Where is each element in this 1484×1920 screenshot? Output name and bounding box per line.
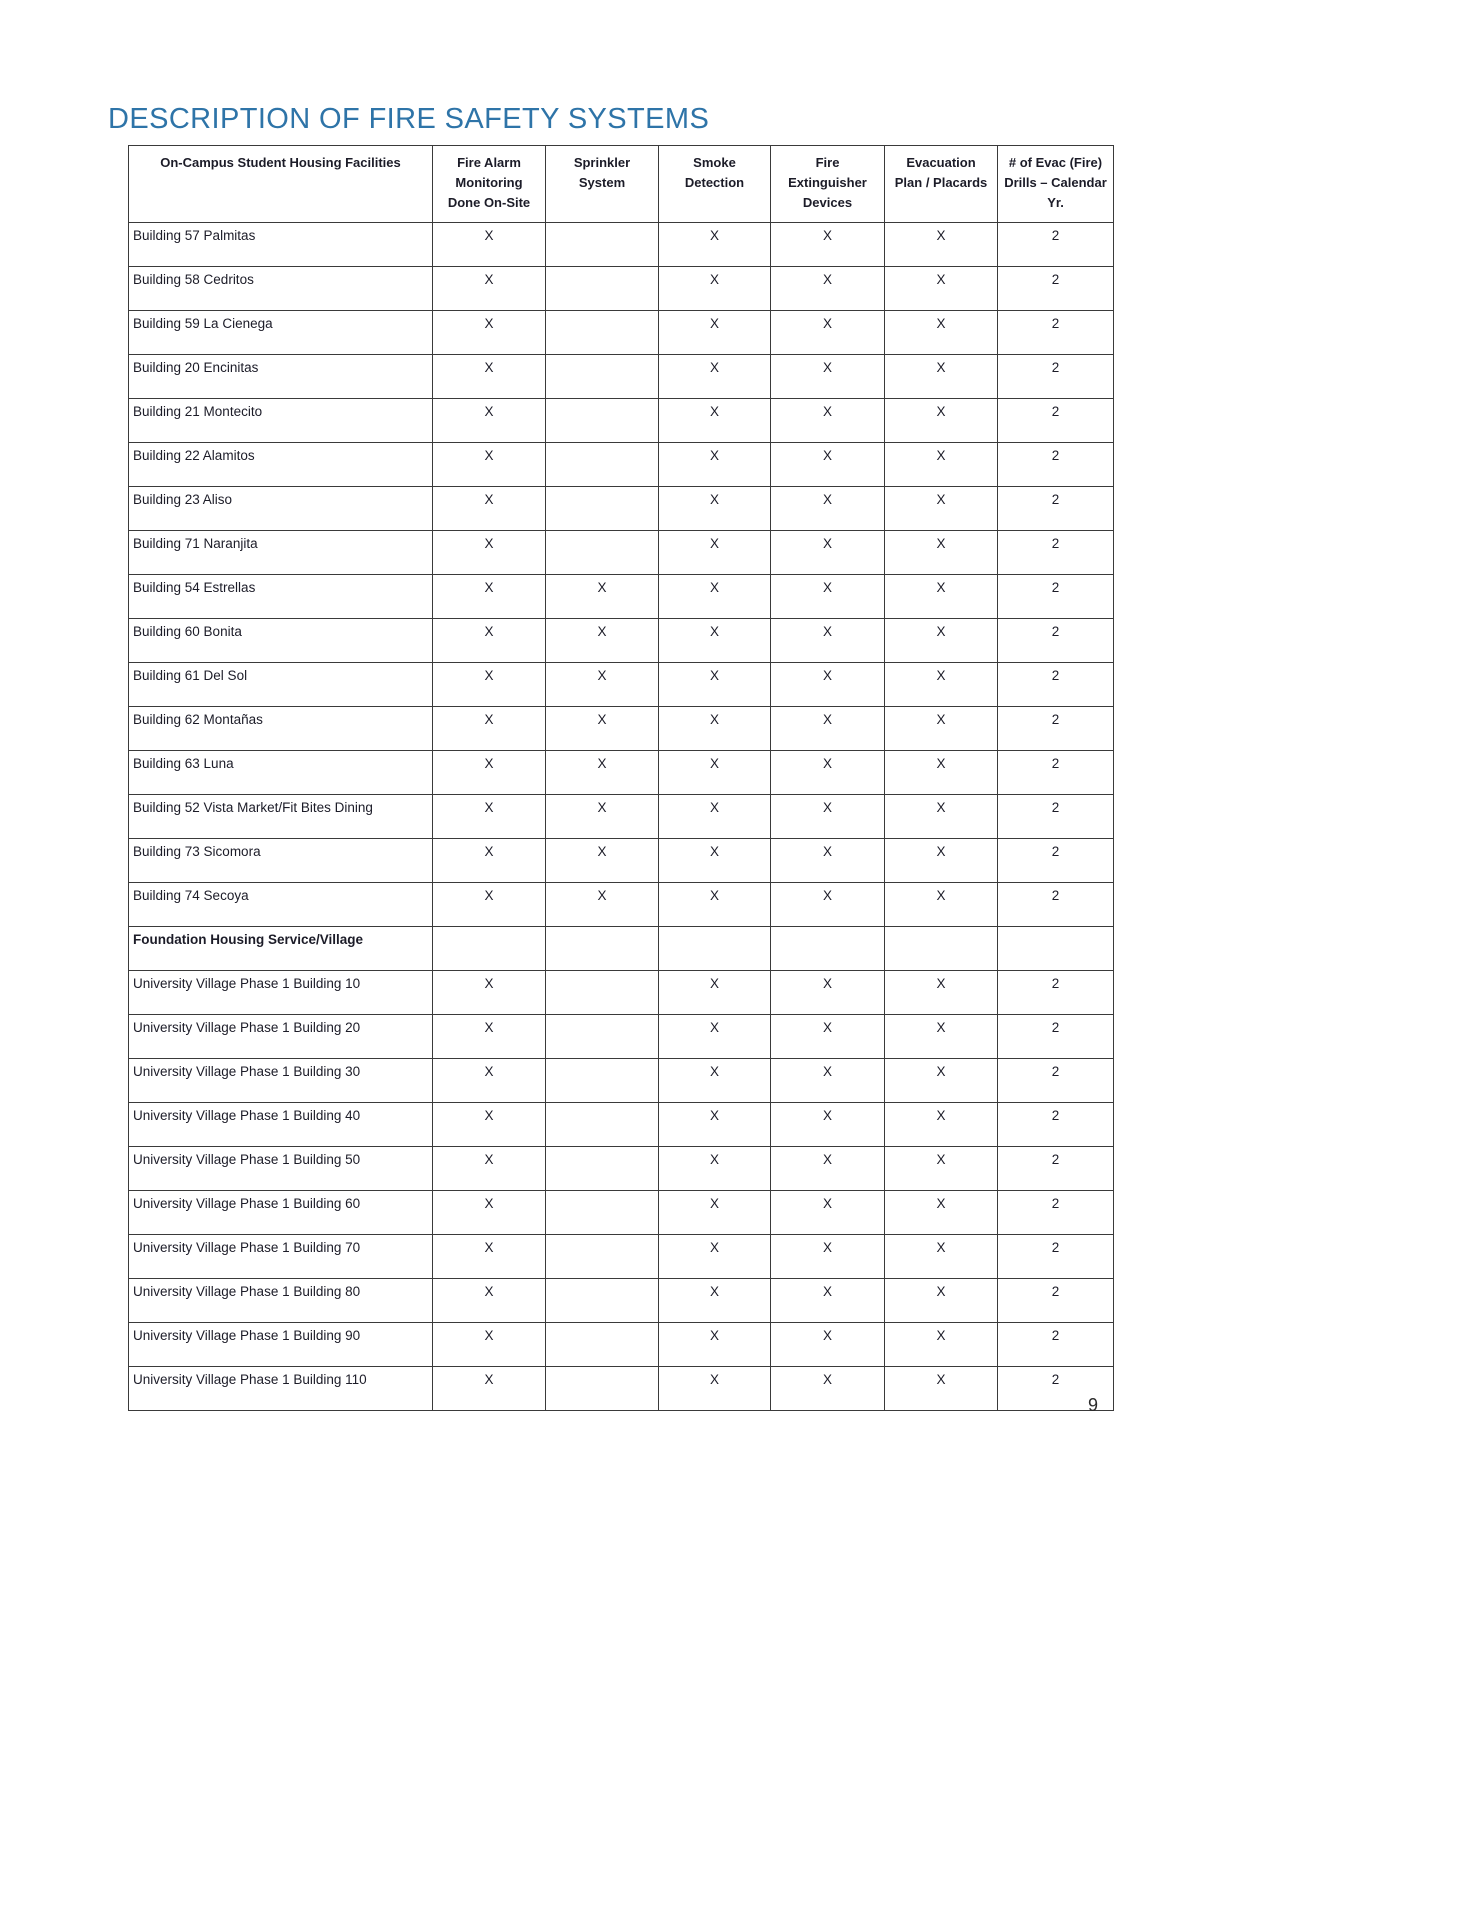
value-cell: X (659, 795, 771, 839)
value-cell: X (885, 883, 998, 927)
column-header: Sprinkler System (546, 146, 659, 223)
value-cell: X (659, 531, 771, 575)
value-cell: X (771, 1015, 885, 1059)
value-cell: X (433, 1015, 546, 1059)
value-cell (433, 927, 546, 971)
value-cell: X (546, 663, 659, 707)
value-cell: X (659, 1147, 771, 1191)
value-cell (546, 1191, 659, 1235)
value-cell: X (885, 1279, 998, 1323)
value-cell: X (659, 399, 771, 443)
value-cell: X (546, 707, 659, 751)
facility-name-cell: Building 20 Encinitas (129, 355, 433, 399)
value-cell: 2 (998, 751, 1114, 795)
value-cell (771, 927, 885, 971)
value-cell: X (546, 575, 659, 619)
value-cell: 2 (998, 443, 1114, 487)
value-cell: X (433, 575, 546, 619)
table-row (129, 1147, 1114, 1191)
value-cell: 2 (998, 399, 1114, 443)
value-cell: X (659, 751, 771, 795)
value-cell: X (885, 311, 998, 355)
table-row (129, 795, 1114, 839)
facility-name-cell: Building 60 Bonita (129, 619, 433, 663)
value-cell: X (433, 1059, 546, 1103)
value-cell: X (771, 487, 885, 531)
value-cell (546, 223, 659, 267)
value-cell: X (546, 751, 659, 795)
value-cell: X (659, 883, 771, 927)
facility-name-cell: Building 58 Cedritos (129, 267, 433, 311)
value-cell: X (433, 267, 546, 311)
facility-name-cell: University Village Phase 1 Building 90 (129, 1323, 433, 1367)
value-cell: 2 (998, 575, 1114, 619)
table-row (129, 1279, 1114, 1323)
value-cell: X (659, 839, 771, 883)
value-cell: X (771, 1235, 885, 1279)
column-header: On-Campus Student Housing Facilities (129, 146, 433, 223)
value-cell: X (659, 267, 771, 311)
facility-name-cell: Building 57 Palmitas (129, 223, 433, 267)
facility-name-cell: Building 59 La Cienega (129, 311, 433, 355)
value-cell: X (885, 1191, 998, 1235)
value-cell: 2 (998, 311, 1114, 355)
value-cell: X (433, 707, 546, 751)
value-cell: X (885, 707, 998, 751)
value-cell: X (433, 1147, 546, 1191)
value-cell: 2 (998, 795, 1114, 839)
value-cell: X (771, 1323, 885, 1367)
value-cell: X (885, 355, 998, 399)
facility-name-cell: Building 62 Montañas (129, 707, 433, 751)
value-cell (546, 1323, 659, 1367)
value-cell: X (546, 795, 659, 839)
value-cell: X (659, 1103, 771, 1147)
value-cell: X (885, 531, 998, 575)
value-cell: X (885, 1323, 998, 1367)
page-title: DESCRIPTION OF FIRE SAFETY SYSTEMS (108, 103, 710, 135)
table-row (129, 1015, 1114, 1059)
table-row (129, 1235, 1114, 1279)
value-cell (659, 927, 771, 971)
value-cell: X (885, 487, 998, 531)
value-cell: X (659, 1015, 771, 1059)
value-cell (546, 1147, 659, 1191)
value-cell: X (659, 971, 771, 1015)
value-cell: X (433, 355, 546, 399)
facility-name-cell: Building 22 Alamitos (129, 443, 433, 487)
value-cell (546, 927, 659, 971)
value-cell: X (433, 883, 546, 927)
value-cell (546, 267, 659, 311)
value-cell: X (771, 1147, 885, 1191)
facility-name-cell: Building 52 Vista Market/Fit Bites Dining (129, 795, 433, 839)
value-cell: 2 (998, 883, 1114, 927)
value-cell: X (433, 487, 546, 531)
value-cell: X (771, 311, 885, 355)
value-cell (546, 355, 659, 399)
value-cell: X (546, 619, 659, 663)
value-cell: X (771, 839, 885, 883)
value-cell: 2 (998, 707, 1114, 751)
table-row (129, 707, 1114, 751)
value-cell: 2 (998, 531, 1114, 575)
value-cell: X (885, 1367, 998, 1411)
value-cell: X (885, 1235, 998, 1279)
value-cell: X (885, 1103, 998, 1147)
value-cell: X (885, 751, 998, 795)
value-cell: X (433, 751, 546, 795)
value-cell: X (433, 1191, 546, 1235)
table-row (129, 399, 1114, 443)
value-cell (546, 1059, 659, 1103)
table-row (129, 971, 1114, 1015)
facility-name-cell: Foundation Housing Service/Village (129, 927, 433, 971)
facility-name-cell: University Village Phase 1 Building 70 (129, 1235, 433, 1279)
value-cell: X (659, 1323, 771, 1367)
section-row (129, 927, 1114, 971)
value-cell: X (885, 1059, 998, 1103)
value-cell (546, 1015, 659, 1059)
value-cell: X (433, 399, 546, 443)
table-row (129, 223, 1114, 267)
fire-safety-systems-table (128, 145, 1114, 1411)
table-row (129, 619, 1114, 663)
value-cell: X (885, 663, 998, 707)
value-cell: 2 (998, 839, 1114, 883)
table-body (129, 223, 1114, 1411)
value-cell: X (771, 707, 885, 751)
value-cell: X (885, 1015, 998, 1059)
value-cell: 2 (998, 1367, 1114, 1411)
value-cell (546, 443, 659, 487)
value-cell: X (433, 1367, 546, 1411)
value-cell: X (433, 795, 546, 839)
value-cell: X (771, 751, 885, 795)
facility-name-cell: University Village Phase 1 Building 50 (129, 1147, 433, 1191)
value-cell (885, 927, 998, 971)
value-cell: 2 (998, 355, 1114, 399)
value-cell: X (659, 1279, 771, 1323)
value-cell: 2 (998, 1191, 1114, 1235)
value-cell: X (885, 575, 998, 619)
table-row (129, 883, 1114, 927)
value-cell: X (659, 663, 771, 707)
value-cell: 2 (998, 1147, 1114, 1191)
table-row (129, 839, 1114, 883)
value-cell: X (433, 223, 546, 267)
table-row (129, 311, 1114, 355)
column-header: Evacuation Plan / Placards (885, 146, 998, 223)
value-cell: X (885, 839, 998, 883)
facility-name-cell: Building 63 Luna (129, 751, 433, 795)
value-cell: X (659, 707, 771, 751)
column-header: Fire Extinguisher Devices (771, 146, 885, 223)
facility-name-cell: University Village Phase 1 Building 40 (129, 1103, 433, 1147)
value-cell: X (433, 1235, 546, 1279)
value-cell: 2 (998, 1059, 1114, 1103)
value-cell: X (771, 971, 885, 1015)
value-cell: 2 (998, 267, 1114, 311)
table-row (129, 267, 1114, 311)
table-row (129, 575, 1114, 619)
column-header: Smoke Detection (659, 146, 771, 223)
value-cell: X (659, 1059, 771, 1103)
facility-name-cell: University Village Phase 1 Building 30 (129, 1059, 433, 1103)
value-cell: X (771, 355, 885, 399)
facility-name-cell: Building 71 Naranjita (129, 531, 433, 575)
value-cell: X (659, 575, 771, 619)
value-cell: X (771, 1103, 885, 1147)
value-cell (546, 1103, 659, 1147)
value-cell (546, 531, 659, 575)
value-cell: X (433, 971, 546, 1015)
value-cell: X (771, 663, 885, 707)
value-cell: X (659, 223, 771, 267)
facility-name-cell: University Village Phase 1 Building 60 (129, 1191, 433, 1235)
table-row (129, 1103, 1114, 1147)
value-cell: 2 (998, 1235, 1114, 1279)
value-cell: X (433, 839, 546, 883)
value-cell: X (885, 795, 998, 839)
value-cell: 2 (998, 1103, 1114, 1147)
value-cell (546, 1367, 659, 1411)
value-cell: 2 (998, 971, 1114, 1015)
table-row (129, 531, 1114, 575)
value-cell: X (659, 1367, 771, 1411)
value-cell: X (885, 223, 998, 267)
value-cell (546, 311, 659, 355)
value-cell (546, 1279, 659, 1323)
table-row (129, 1059, 1114, 1103)
value-cell: X (659, 1191, 771, 1235)
value-cell: X (771, 1367, 885, 1411)
facility-name-cell: Building 54 Estrellas (129, 575, 433, 619)
value-cell: X (433, 443, 546, 487)
value-cell: X (546, 883, 659, 927)
value-cell: X (771, 795, 885, 839)
value-cell (546, 971, 659, 1015)
value-cell: X (771, 531, 885, 575)
facility-name-cell: Building 61 Del Sol (129, 663, 433, 707)
value-cell: X (771, 223, 885, 267)
page-number: 9 (1088, 1395, 1099, 1415)
value-cell: X (659, 487, 771, 531)
value-cell: X (885, 443, 998, 487)
value-cell (998, 927, 1114, 971)
value-cell: X (771, 1059, 885, 1103)
value-cell: X (885, 971, 998, 1015)
value-cell: X (433, 619, 546, 663)
value-cell: X (433, 1279, 546, 1323)
table-header (129, 146, 1114, 223)
value-cell: 2 (998, 487, 1114, 531)
value-cell: X (659, 443, 771, 487)
value-cell (546, 399, 659, 443)
value-cell: X (433, 531, 546, 575)
column-header: # of Evac (Fire) Drills – Calendar Yr. (998, 146, 1114, 223)
value-cell: 2 (998, 663, 1114, 707)
value-cell: X (659, 311, 771, 355)
value-cell: 2 (998, 1015, 1114, 1059)
value-cell (546, 487, 659, 531)
table-row (129, 443, 1114, 487)
value-cell: X (659, 619, 771, 663)
table-row (129, 355, 1114, 399)
facility-name-cell: University Village Phase 1 Building 20 (129, 1015, 433, 1059)
table-row (129, 1191, 1114, 1235)
value-cell: X (433, 663, 546, 707)
value-cell: X (885, 399, 998, 443)
value-cell: X (546, 839, 659, 883)
value-cell: X (659, 355, 771, 399)
facility-name-cell: Building 74 Secoya (129, 883, 433, 927)
facility-name-cell: Building 73 Sicomora (129, 839, 433, 883)
value-cell: X (433, 311, 546, 355)
value-cell: 2 (998, 223, 1114, 267)
value-cell: X (433, 1323, 546, 1367)
table-row (129, 1367, 1114, 1411)
value-cell: X (885, 267, 998, 311)
facility-name-cell: University Village Phase 1 Building 110 (129, 1367, 433, 1411)
value-cell: 2 (998, 619, 1114, 663)
table-row (129, 1323, 1114, 1367)
value-cell: X (771, 1279, 885, 1323)
value-cell: 2 (998, 1279, 1114, 1323)
table-row (129, 663, 1114, 707)
value-cell: X (885, 1147, 998, 1191)
facility-name-cell: Building 21 Montecito (129, 399, 433, 443)
facility-name-cell: Building 23 Aliso (129, 487, 433, 531)
value-cell: X (771, 443, 885, 487)
column-header: Fire Alarm Monitoring Done On-Site (433, 146, 546, 223)
facility-name-cell: University Village Phase 1 Building 10 (129, 971, 433, 1015)
value-cell: X (771, 1191, 885, 1235)
value-cell: X (771, 575, 885, 619)
value-cell: X (771, 399, 885, 443)
header-row (129, 146, 1114, 223)
value-cell: X (771, 883, 885, 927)
facility-name-cell: University Village Phase 1 Building 80 (129, 1279, 433, 1323)
value-cell: X (771, 619, 885, 663)
value-cell: X (659, 1235, 771, 1279)
table-row (129, 487, 1114, 531)
table-row (129, 751, 1114, 795)
value-cell (546, 1235, 659, 1279)
value-cell: X (771, 267, 885, 311)
value-cell: X (885, 619, 998, 663)
value-cell: 2 (998, 1323, 1114, 1367)
value-cell: X (433, 1103, 546, 1147)
